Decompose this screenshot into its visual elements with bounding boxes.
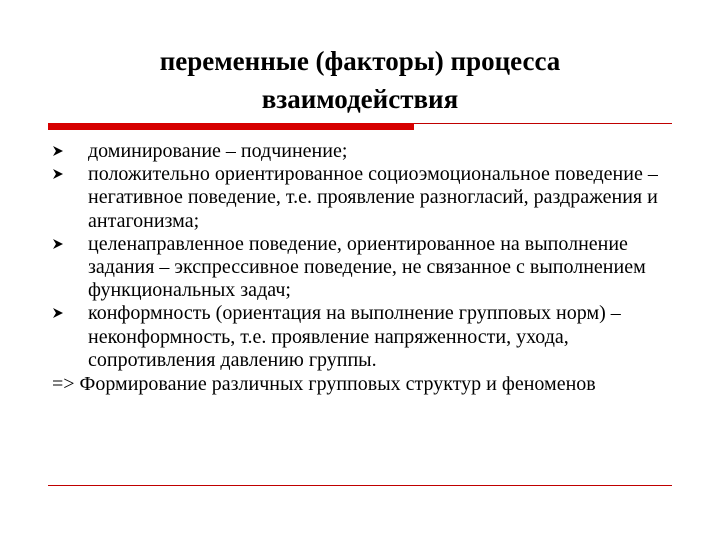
conclusion-text: => Формирование различных групповых структур и феноменов — [52, 373, 596, 396]
footer-divider-line — [48, 485, 672, 486]
bullet-text: доминирование – подчинение; — [88, 140, 348, 162]
arrow-bullet-icon — [52, 168, 64, 180]
bullet-text: конформность (ориентация на выполнение групповых норм) – неконформность, т.е. проявление напряженности, ухода, сопротивления давлению группы. — [88, 302, 621, 371]
title-line-1: переменные (факторы) процесса — [159, 46, 561, 76]
bullet-list — [52, 140, 692, 396]
title-line-2: взаимодействия — [261, 84, 459, 114]
bullet-text: положительно ориентированное социоэмоциональное поведение – негативное поведение, т.е. проявление разногласий, раздражения и антагонизма; — [88, 163, 658, 232]
arrow-bullet-icon — [52, 145, 64, 157]
bullet-item-1 — [52, 140, 692, 163]
title-accent-bar — [48, 123, 414, 130]
arrow-bullet-icon — [52, 238, 64, 250]
bullet-text: целенаправленное поведение, ориентированное на выполнение задания – экспрессивное поведение, не связанное с выполнением функциональных задач; — [88, 232, 646, 302]
bullet-item-2 — [52, 163, 692, 233]
bullet-item-3 — [52, 233, 692, 303]
bullet-item-4 — [52, 302, 692, 372]
slide-title — [60, 42, 660, 118]
arrow-bullet-icon — [52, 307, 64, 319]
